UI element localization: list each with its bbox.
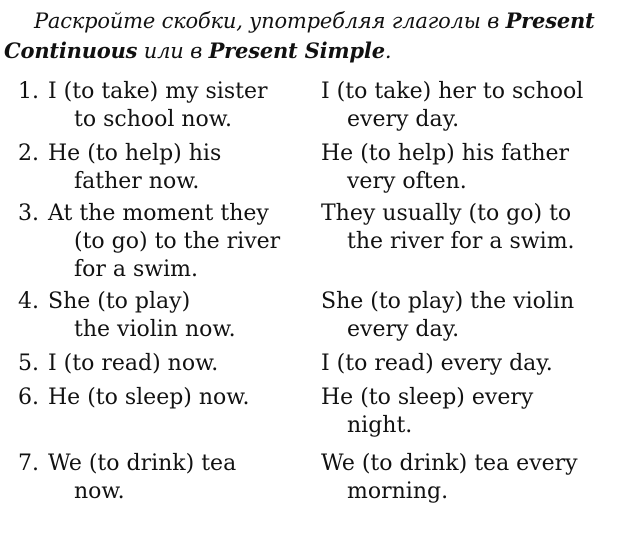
sentence-continuous <box>48 140 318 196</box>
item-number: 3. <box>18 201 39 226</box>
sentence-line: At the moment they <box>48 201 269 226</box>
sentence-line: I (to read) now. <box>48 351 219 376</box>
item-number: 1. <box>18 79 39 104</box>
sentence-line: now. <box>74 479 125 504</box>
sentence-line: every day. <box>347 317 460 342</box>
sentence-continuous <box>48 200 318 284</box>
sentence-continuous <box>48 350 318 378</box>
instruction <box>4 6 632 66</box>
sentence-line: every day. <box>347 107 460 132</box>
sentence-line: She (to play) the violin <box>321 289 575 314</box>
sentence-line: (to go) to the river <box>74 229 281 254</box>
sentence-simple <box>321 78 632 134</box>
sentence-line: He (to sleep) now. <box>48 385 250 410</box>
instruction-text: Раскройте скобки, употребляя глаголы в <box>34 9 506 33</box>
instruction-text: . <box>384 39 392 63</box>
instruction-line-2 <box>4 36 632 66</box>
sentence-line: very often. <box>347 169 467 194</box>
sentence-line: He (to help) his <box>48 141 222 166</box>
sentence-line: They usually (to go) to <box>321 201 572 226</box>
sentence-line: I (to read) every day. <box>321 351 553 376</box>
sentence-simple <box>321 288 632 344</box>
sentence-continuous <box>48 288 318 344</box>
sentence-line: morning. <box>347 479 449 504</box>
sentence-continuous <box>48 78 318 134</box>
instruction-term: Continuous <box>4 38 138 63</box>
sentence-simple <box>321 350 632 378</box>
sentence-simple <box>321 384 632 440</box>
sentence-simple <box>321 450 632 506</box>
sentence-line: for a swim. <box>74 257 199 282</box>
sentence-line: I (to take) her to school <box>321 79 584 104</box>
sentence-line: He (to sleep) every <box>321 385 534 410</box>
item-number: 5. <box>18 351 39 376</box>
sentence-line: We (to drink) tea <box>48 451 237 476</box>
sentence-simple <box>321 140 632 196</box>
instruction-term: Present Simple <box>208 38 385 63</box>
item-number: 2. <box>18 141 39 166</box>
sentence-continuous <box>48 384 318 412</box>
sentence-line: the violin now. <box>74 317 236 342</box>
sentence-continuous <box>48 450 318 506</box>
instruction-term: Present <box>505 8 595 33</box>
sentence-line: the river for a swim. <box>347 229 575 254</box>
sentence-line: I (to take) my sister <box>48 79 268 104</box>
item-number: 7. <box>18 451 39 476</box>
sentence-simple <box>321 200 632 256</box>
instruction-text: или в <box>137 39 209 63</box>
sentence-line: He (to help) his father <box>321 141 570 166</box>
item-number: 6. <box>18 385 39 410</box>
sentence-line: father now. <box>74 169 200 194</box>
sentence-line: night. <box>347 413 413 438</box>
item-number: 4. <box>18 289 39 314</box>
sentence-line: to school now. <box>74 107 233 132</box>
sentence-line: We (to drink) tea every <box>321 451 578 476</box>
instruction-line-1 <box>4 6 632 36</box>
sentence-line: She (to play) <box>48 289 191 314</box>
